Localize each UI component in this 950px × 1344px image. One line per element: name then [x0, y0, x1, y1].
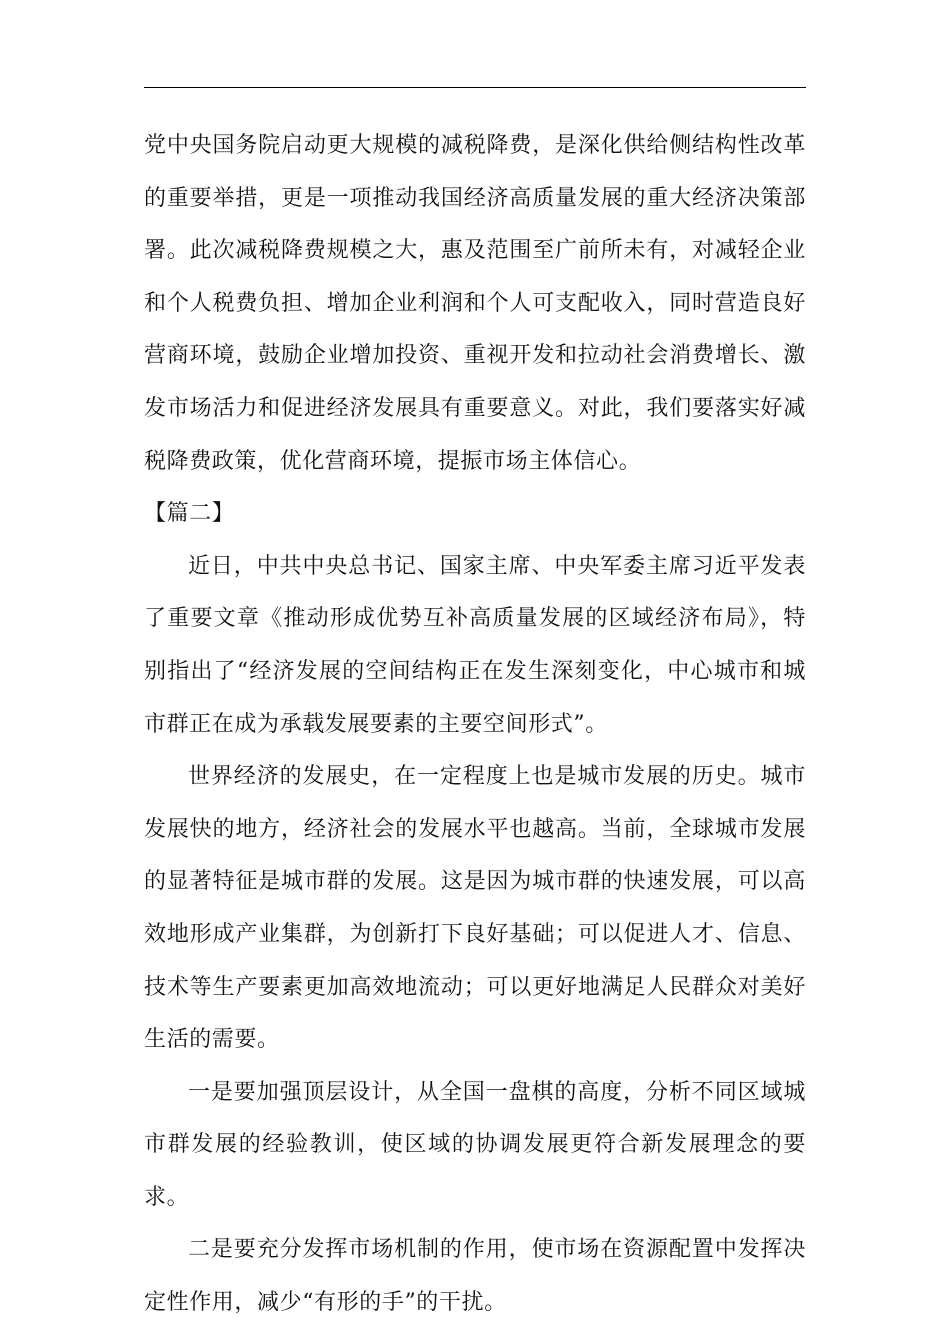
document-body: [144, 120, 806, 1330]
header-rule: [144, 87, 806, 88]
section-heading: 【篇二】: [144, 501, 235, 527]
paragraph: 近日，中共中央总书记、国家主席、中央军委主席习近平发表了重要文章《推动形成优势互补高质量发展的区域经济布局》，特别指出了“经济发展的空间结构正在发生深刻变化，中心城市和城市群正在成为承载发展要素的主要空间形式”。: [144, 553, 806, 737]
paragraph-continuation: 党中央国务院启动更大规模的减税降费，是深化供给侧结构性改革的重要举措，更是一项推动我国经济高质量发展的重大经济决策部署。此次减税降费规模之大，惠及范围至广前所未有，对减轻企业和个人税费负担、增加企业利润和个人可支配收入，同时营造良好营商环境，鼓励企业增加投资、重视开发和拉动社会消费增长、激发市场活力和促进经济发展具有重要意义。对此，我们要落实好减税降费政策，优化营商环境，提振市场主体信心。: [144, 133, 806, 474]
paragraph: 世界经济的发展史，在一定程度上也是城市发展的历史。城市发展快的地方，经济社会的发展水平也越高。当前，全球城市发展的显著特征是城市群的发展。这是因为城市群的快速发展，可以高效地形成产业集群，为创新打下良好基础；可以促进人才、信息、技术等生产要素更加高效地流动；可以更好地满足人民群众对美好生活的需要。: [144, 764, 806, 1053]
paragraph: 二是要充分发挥市场机制的作用，使市场在资源配置中发挥决定性作用，减少“有形的手”的干扰。: [144, 1237, 806, 1316]
paragraph: 一是要加强顶层设计，从全国一盘棋的高度，分析不同区域城市群发展的经验教训，使区域的协调发展更符合新发展理念的要求。: [144, 1079, 806, 1210]
